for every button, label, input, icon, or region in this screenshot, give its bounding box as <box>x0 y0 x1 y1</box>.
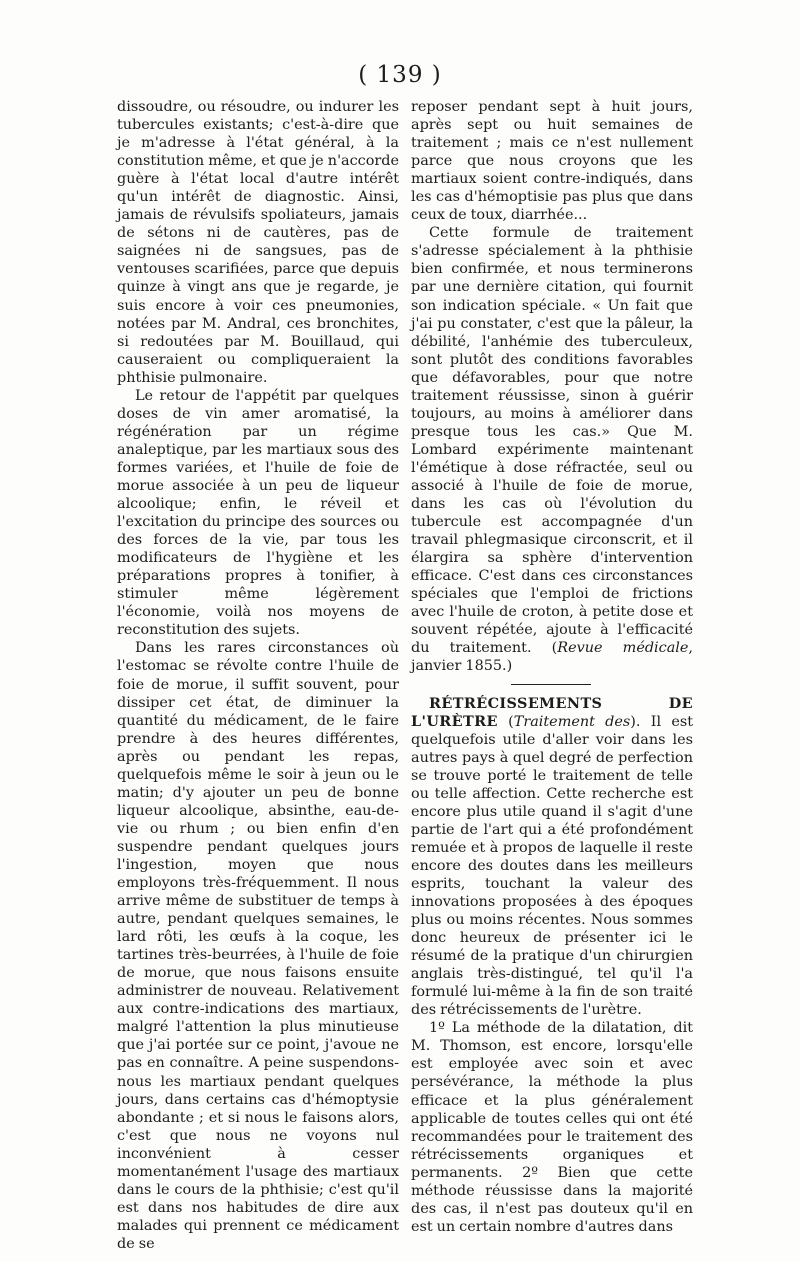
paragraph: Le retour de l'appétit par quelques doses de vin amer aromatisé, la régénération par un régime analeptique, par les martiaux sous des formes variées, et l'huile de foie de morue associée à un peu de liqueur alcoolique; enfin, le réveil et l'excitation du principe des sources ou des forces de la vie, par tous les modificateurs de l'hygiène et les préparations propres à tonifier, à stimuler même légèrement l'économie, voilà nos moyens de reconstitution des sujets. <box>117 387 399 639</box>
paragraph: reposer pendant sept à huit jours, après sept ou huit semaines de traitement ; mais ce n'est nullement parce que nous croyons que les martiaux soient contre-indiqués, dans les cas d'hémoptisie pas plus que dans ceux de toux, diarrhée... <box>411 99 693 224</box>
paragraph: dissoudre, ou résoudre, ou indurer les tubercules existants; c'est-à-dire que je m'adresse à l'état général, à la constitution même, et que je n'accorde guère à l'état local d'autre intérêt qu'un intérêt de diagnostic. Ainsi, jamais de révulsifs spoliateurs, jamais de sétons ni de cautères, pas de saignées ni de sangsues, pas de ventouses scarifiées, parce que depuis quinze à vingt ans que je regarde, je suis encore à voir ces pneumonies, notées par M. Andral, ces bronchites, si redoutées par M. Bouillaud, qui causeraient ou compliqueraient la phthisie pulmonaire. <box>117 99 399 386</box>
section-heading: RÉTRÉCISSEMENTS DE L'URÈTRE <box>411 694 693 730</box>
section-paragraph <box>411 695 693 1020</box>
paragraph: Dans les rares circonstances où l'estomac se révolte contre l'huile de foie de morue, il suffit souvent, pour dissiper cet état, de diminuer la quantité du médicament, de le faire prendre à des heures différentes, après ou pendant les repas, quelquefois même le soir à jeun ou le matin; d'y ajouter un peu de bonne liqueur alcoolique, absinthe, eau-de-vie ou rhum ; ou bien enfin d'en suspendre pendant quelques jours l'ingestion, moyen que nous employons très-fréquemment. Il nous arrive même de substituer de temps à autre, pendant quelques semaines, le lard rôti, les œufs à la coque, les tartines très-beurrées, à l'huile de foie de morue, que nous faisons ensuite administrer de nouveau. Relativement aux contre-indications des martiaux, malgré l'attention la plus minutieuse que j'ai portée sur ce point, j'avoue ne pas en connaître. A peine suspendons-nous les martiaux pendant quelques jours, dans certains cas d'hémoptysie abondante ; et si nous le faisons alors, c'est que nous ne voyons nul inconvénient à cesser momentanément l'usage des martiaux dans le cours de la phthisie; c'est qu'il est dans nos habitudes de dire aux malades qui prennent ce médicament de se <box>117 640 399 1252</box>
citation-source: Revue médicale <box>557 640 689 657</box>
numbered-paragraph: 1º La méthode de la dilatation, dit M. Thomson, est encore, lorsqu'elle est employée avec soin et avec persévérance, la méthode la plus efficace et la plus généralement applicable de toutes celles qui ont été recommandées pour le traitement des rétrécissements organiques et permanents. 2º Bien que cette méthode réussisse dans la majorité des cas, il n'est pas douteux qu'il en est un certain nombre d'autres dans <box>411 1020 693 1235</box>
section-divider <box>511 684 591 685</box>
citation-date: , janvier 1855.) <box>411 640 693 675</box>
section-text: ). Il est quelquefois utile d'aller voir dans les autres pays à quel degré de perfection se trouve porté le traitement de telle ou telle affection. Cette recherche est encore plus utile quand il s'agit d'une partie de l'art qui a été profondément remuée et à propos de laquelle il reste encore des doutes dans les meilleurs esprits, touchant la valeur des innovations proposées à des époques plus ou moins récentes. Nous sommes donc heureux de présenter ici le résumé de la pratique d'un chirurgien anglais très-distingué, tel qu'il l'a formulé lui-même à la fin de son traité des rétrécissements de l'urètre. <box>411 713 693 1019</box>
paragraph-text: Cette formule de traitement s'adresse spécialement à la phthisie bien confirmée, et nous terminerons par une dernière citation, qui fournit son indication spéciale. « Un fait que j'ai pu constater, c'est que la pâleur, la débilité, l'anhémie des tuberculeux, sont plutôt des conditions favorables que défavorables, pour que notre traitement réussisse, sinon à guérir toujours, au moins à améliorer dans presque tous les cas.» Que M. Lombard expérimente maintenant l'émétique à dose réfractée, seul ou associé à l'huile de foie de morue, dans les cas où l'évolution du tubercule est accompagnée d'un travail phlegmasique circonscrit, et il élargira sa sphère d'intervention efficace. C'est dans ces circonstances spéciales que l'emploi de frictions avec l'huile de croton, à petite dose et souvent répétée, ajoute à l'efficacité du traitement. ( <box>411 225 693 657</box>
left-column <box>117 98 399 1253</box>
paragraph <box>411 224 693 675</box>
heading-paren: ( <box>497 713 514 730</box>
section-subtitle: Traitement des <box>513 713 631 730</box>
right-column <box>411 98 693 1236</box>
page-number: ( 139 ) <box>358 62 442 88</box>
